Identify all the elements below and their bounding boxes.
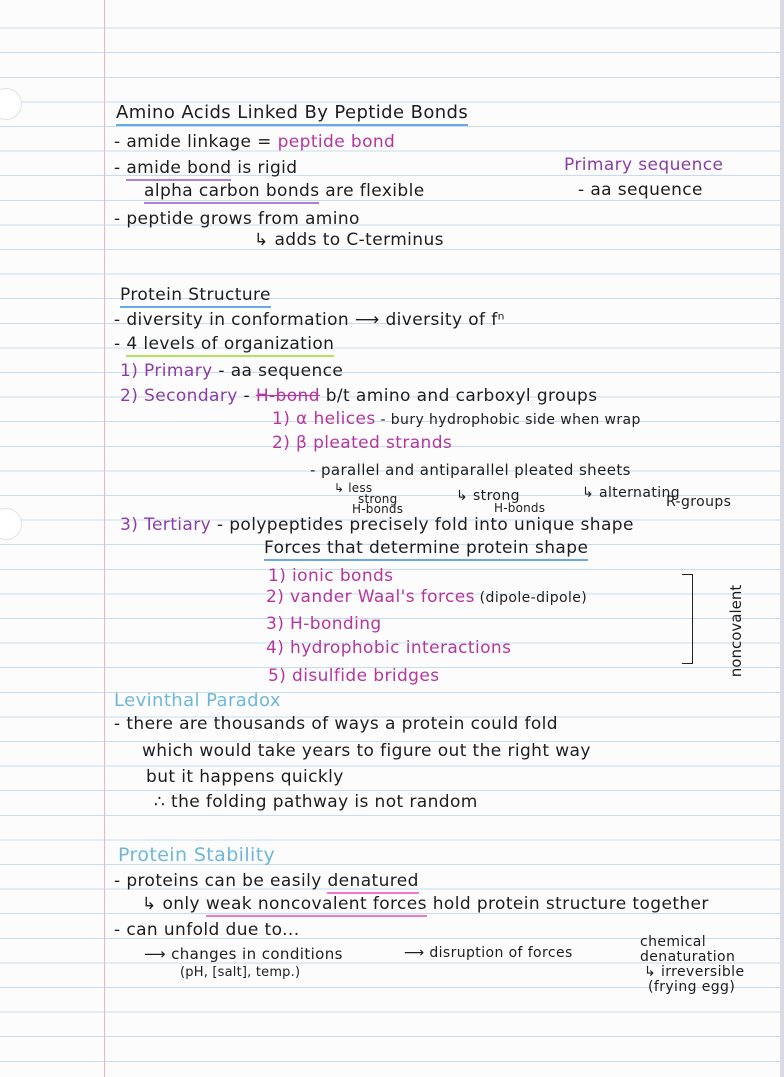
- note-small: ↳ less: [334, 481, 373, 495]
- note-line: ∴ the folding pathway is not random: [154, 792, 478, 812]
- note-text: are flexible: [319, 181, 425, 201]
- note-text: (dipole-dipole): [474, 590, 588, 606]
- note-text: -: [114, 334, 127, 354]
- punch-hole: [0, 88, 22, 120]
- level-label: 3) Tertiary: [120, 515, 212, 535]
- force-item: 4) hydrophobic interactions: [266, 638, 512, 658]
- note-text: ↳ only: [142, 894, 206, 914]
- note-text: - proteins can be easily: [114, 871, 328, 891]
- note-line: ⟶ changes in conditions: [144, 945, 343, 963]
- note-text: -: [114, 158, 127, 178]
- note-line: - diversity in conformation ⟶ diversity of fⁿ: [114, 310, 505, 330]
- note-small: H-bonds: [352, 502, 404, 516]
- note-line: - there are thousands of ways a protein could fold: [114, 714, 558, 734]
- side-note: ↳ irreversible: [644, 964, 745, 980]
- note-line: [114, 158, 297, 178]
- note-line: [120, 386, 597, 406]
- note-line: - can unfold due to...: [114, 920, 300, 940]
- note-small: ↳ alternating: [582, 485, 681, 501]
- highlight-term: weak noncovalent forces: [206, 894, 427, 917]
- force-item: 5) disulfide bridges: [268, 666, 440, 686]
- note-small: strong: [358, 492, 398, 506]
- force-item: [266, 587, 587, 608]
- note-line: [144, 181, 425, 201]
- side-note: (frying egg): [648, 979, 736, 995]
- note-line: ↳ adds to C-terminus: [254, 230, 444, 250]
- force-name: 2) vander Waal's forces: [266, 587, 475, 607]
- note-text: -: [237, 386, 256, 406]
- section-title-protein-structure: Protein Structure: [120, 285, 271, 308]
- force-item: 3) H-bonding: [266, 614, 382, 634]
- section-title-levinthal: Levinthal Paradox: [114, 690, 281, 711]
- sub-item: 2) β pleated strands: [272, 433, 453, 453]
- note-line: - parallel and antiparallel pleated sheets: [310, 461, 631, 479]
- note-small: R-groups: [666, 494, 732, 510]
- note-line: [120, 515, 634, 535]
- side-annotation: noncovalent: [727, 584, 746, 678]
- level-label: 1) Primary: [120, 361, 213, 381]
- highlight-term: denatured: [327, 871, 418, 894]
- note-line: ⟶ disruption of forces: [404, 945, 573, 961]
- note-small: (pH, [salt], temp.): [180, 965, 301, 980]
- highlight-term: 4 levels of organization: [126, 334, 334, 357]
- note-text: - polypeptides precisely fold into unique shape: [211, 515, 634, 535]
- side-note-title: Primary sequence: [564, 155, 724, 175]
- note-line: [114, 132, 395, 152]
- note-line: but it happens quickly: [146, 767, 344, 787]
- side-note: chemical: [640, 934, 707, 950]
- note-text: - aa sequence: [212, 361, 344, 381]
- note-text: - amide linkage =: [114, 132, 278, 152]
- punch-hole: [0, 508, 22, 540]
- struck-text: H-bond: [255, 386, 320, 406]
- note-text: is rigid: [231, 158, 298, 178]
- highlight-term: amide bond: [126, 158, 231, 181]
- note-text: - bury hydrophobic side when wrap: [375, 412, 641, 428]
- sub-item: 1) α helices: [272, 409, 376, 429]
- forces-title: Forces that determine protein shape: [264, 538, 588, 561]
- note-line: - peptide grows from amino: [114, 209, 360, 229]
- note-line: which would take years to figure out the right way: [142, 741, 591, 761]
- section-title-stability: Protein Stability: [118, 844, 276, 866]
- note-line: [120, 361, 343, 381]
- force-item: 1) ionic bonds: [268, 566, 394, 586]
- note-line: [142, 894, 709, 914]
- note-small: ↳ strong: [456, 488, 520, 504]
- highlight-term: alpha carbon bonds: [144, 181, 319, 204]
- side-note: denaturation: [640, 949, 736, 965]
- note-small: H-bonds: [494, 501, 546, 515]
- note-text: b/t amino and carboxyl groups: [319, 386, 598, 406]
- level-label: 2) Secondary: [120, 386, 238, 406]
- page-edge: [780, 0, 784, 1077]
- bracket: [682, 574, 693, 664]
- note-line: [272, 409, 641, 430]
- note-text: hold protein structure together: [426, 894, 709, 914]
- highlight-term: peptide bond: [277, 132, 396, 152]
- margin-line: [104, 0, 105, 1077]
- note-line: [114, 334, 334, 354]
- side-note: - aa sequence: [578, 180, 703, 200]
- note-line: [114, 871, 419, 891]
- section-title-amino-acids: Amino Acids Linked By Peptide Bonds: [116, 103, 468, 126]
